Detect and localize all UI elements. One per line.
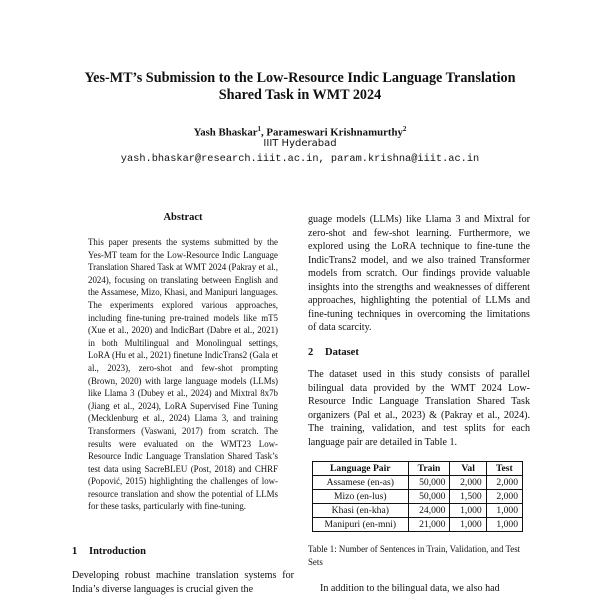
author-2-affil-mark: 2 <box>402 125 407 133</box>
table-cell: 1,000 <box>450 504 486 518</box>
author-1-affil-mark: 1 <box>257 125 262 133</box>
dataset-heading <box>308 346 530 359</box>
table-row <box>313 504 523 518</box>
author-2-name: Parameswari Krishnamurthy <box>266 126 403 139</box>
abstract-text: This paper presents the systems submitted by the Yes-MT team for the Low-Resource Indic Language Translation Shared Task at WMT 2024 (Pakray et al., 2024), focusing on translating between English and the Assamese, Mizo, Khasi, and Manipuri languages. The experiments explored various approaches, including fine-tuning pre-trained models like mT5 (Xue et al., 2020) and IndicBart (Dabre et al., 2021) in both Multilingual and Monolingual settings, LoRA (Hu et al., 2021) finetune IndicTrans2 (Gala et al., 2023), zero-shot and few-shot prompting (Brown, 2020) with large language models (LLMs) like Llama 3 (Dubey et al., 2024) and Mixtral 8x7b (Jiang et al., 2024), LoRA Supervised Fine Tuning (Mecklenburg et al., 2024) Llama 3, and training Transformers (Vaswani, 2017) from scratch. The results were evaluated on the WMT23 Low-Resource Indic Language Translation Shared Task’s test data using SacreBLEU (Post, 2018) and CHRF (Popović, 2015) highlighting the challenges of low-resource translation and show the potential of LLMs for these tasks, particularly with fine-tuning. <box>88 237 278 512</box>
table-cell: Manipuri (en-mni) <box>313 518 409 532</box>
author-list: Yash Bhaskar$^1$, Parameswari Krishnamurthy$^2$ <box>193 125 407 139</box>
table-cell: 50,000 <box>408 476 450 490</box>
table-row <box>313 476 523 490</box>
intro-continuation-text: guage models (LLMs) like Llama 3 and Mixtral for zero-shot and few-shot learning. Furthermore, we explored using the LoRA technique to fine-tune the IndicTrans2 model, and we also trained Transformer models from scratch. Our findings provide valuable insights into the strengths and weaknesses of different approaches, highlighting the potential of LLMs and fine-tuning techniques in overcoming the limitations of data scarcity. <box>308 214 530 333</box>
table-header-row <box>313 462 523 476</box>
table-caption: Table 1: Number of Sentences in Train, Validation, and Test Sets <box>308 544 521 567</box>
table-cell: 1,500 <box>450 490 486 504</box>
intro-text: Developing robust machine translation systems for India’s diverse languages is crucial given the <box>72 570 294 595</box>
dataset-section-title: Dataset <box>325 347 359 358</box>
author-emails: yash.bhaskar@research.iiit.ac.in, param.krishna@iiit.ac.in <box>120 153 480 165</box>
intro-section-title: Introduction <box>89 546 146 557</box>
dataset-section-number: 2 <box>308 347 314 358</box>
table-header-cell: Val <box>450 462 486 476</box>
dataset-text: The dataset used in this study consists of parallel bilingual data provided by the WMT 2024 Low-Resource Indic Language Translation Shared Task organizers (Pal et al., 2023) & (Pakray et al., 2024). The training, validation, and test splits for each language pair are detailed in Table 1. <box>308 369 530 448</box>
table-header-cell: Test <box>486 462 522 476</box>
bilingual-data-text: In addition to the bilingual data, we also had <box>320 583 500 594</box>
dataset-table <box>312 461 523 532</box>
affiliation: IIIT Hyderabad <box>263 138 337 149</box>
table-row <box>313 518 523 532</box>
table-cell: Khasi (en-kha) <box>313 504 409 518</box>
title-line-2: Shared Task in WMT 2024 <box>218 87 382 103</box>
table-cell: 1,000 <box>450 518 486 532</box>
table-cell: 24,000 <box>408 504 450 518</box>
intro-heading <box>72 545 294 558</box>
abstract-heading: Abstract <box>163 212 203 223</box>
table-cell: Mizo (en-lus) <box>313 490 409 504</box>
title-line-1: Yes-MT’s Submission to the Low-Resource Indic Language Translation <box>84 70 516 86</box>
intro-section-number: 1 <box>72 546 78 557</box>
table-cell: 2,000 <box>486 476 522 490</box>
table-cell: 2,000 <box>486 490 522 504</box>
table-cell: 50,000 <box>408 490 450 504</box>
table-header-cell: Language Pair <box>313 462 409 476</box>
author-1-name: Yash Bhaskar <box>193 126 258 139</box>
table-cell: 1,000 <box>486 518 522 532</box>
table-header-cell: Train <box>408 462 450 476</box>
table-cell: 21,000 <box>408 518 450 532</box>
paper-title <box>40 70 560 104</box>
table-cell: Assamese (en-as) <box>313 476 409 490</box>
table-cell: 1,000 <box>486 504 522 518</box>
table-row <box>313 490 523 504</box>
table-cell: 2,000 <box>450 476 486 490</box>
